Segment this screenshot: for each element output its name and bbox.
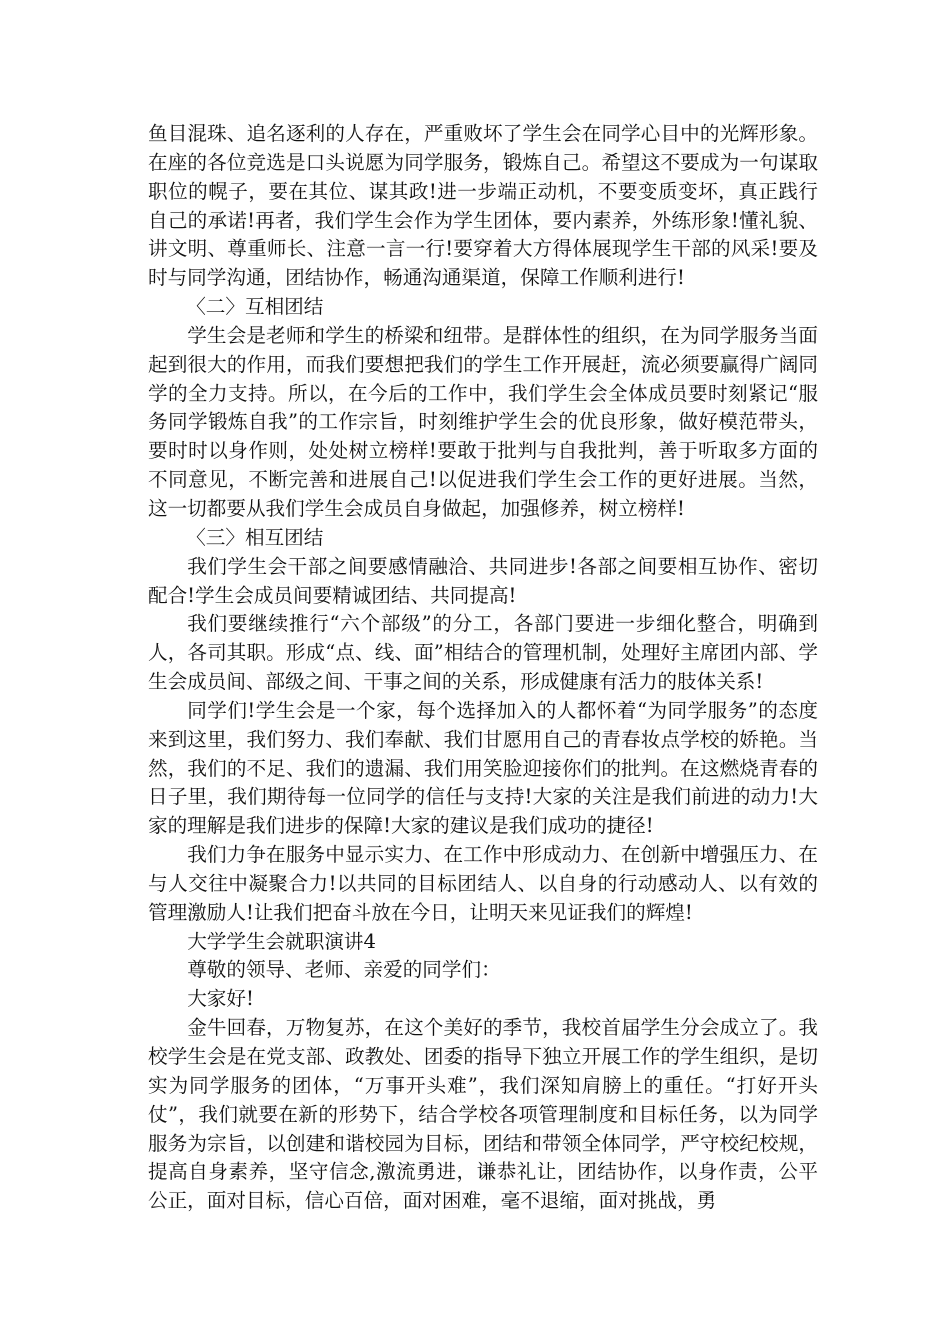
- paragraph: 我们学生会干部之间要感情融洽、共同进步!各部之间要相互协作、密切配合!学生会成员间要精诚团结、共同提高!: [148, 554, 818, 607]
- salutation: 尊敬的领导、老师、亲爱的同学们：: [187, 958, 501, 982]
- paragraph: 我们要继续推行“六个部级”的分工，各部门要进一步细化整合，明确到人，各司其职。形成“点、线、面”相结合的管理机制，处理好主席团内部、学生会成员间、部级之间、干事之间的关系，形成健康有活力的肢体关系!: [148, 612, 818, 694]
- paragraph: 鱼目混珠、追名逐利的人存在，严重败坏了学生会在同学心目中的光辉形象。在座的各位竞选是口头说愿为同学服务，锻炼自己。希望这不要成为一句谋取职位的幌子，要在其位、谋其政!进一步端正动机，不要变质变坏，真正践行自己的承诺!再者，我们学生会作为学生团体，要内素养，外练形象!懂礼貌、讲文明、尊重师长、注意一言一行!要穿着大方得体展现学生干部的风采!要及时与同学沟通，团结协作，畅通沟通渠道，保障工作顺利进行!: [148, 122, 818, 290]
- speech-title: 大学学生会就职演讲4: [187, 929, 376, 953]
- paragraph: 学生会是老师和学生的桥梁和纽带。是群体性的组织，在为同学服务当面起到很大的作用，而我们要想把我们的学生工作开展赶，流必须要赢得广阔同学的全力支持。所以，在今后的工作中，我们学生会全体成员要时刻紧记“服务同学锻炼自我”的工作宗旨，时刻维护学生会的优良形象，做好模范带头，要时时以身作则，处处树立榜样!要敢于批判与自我批判，善于听取多方面的不同意见，不断完善和进展自己!以促进我们学生会工作的更好进展。当然，这一切都要从我们学生会成员自身做起，加强修养，树立榜样!: [148, 323, 818, 520]
- paragraph: 我们力争在服务中显示实力、在工作中形成动力、在创新中增强压力、在与人交往中凝聚合力!以共同的目标团结人、以自身的行动感动人、以有效的管理激励人!让我们把奋斗放在今日，让明天来见证我们的辉煌!: [148, 843, 818, 924]
- section-heading: 〈三〉相互团结: [186, 525, 324, 549]
- section-heading: 〈二〉互相团结: [186, 295, 324, 319]
- paragraph: 同学们!学生会是一个家，每个选择加入的人都怀着“为同学服务”的态度来到这里，我们努力、我们奉献、我们甘愿用自己的青春妆点学校的娇艳。当然，我们的不足、我们的遗漏、我们用笑脸迎接你们的批判。在这燃烧青春的日子里，我们期待每一位同学的信任与支持!大家的关注是我们前进的动力!大家的理解是我们进步的保障!大家的建议是我们成功的捷径!: [148, 698, 818, 838]
- body-text: [148, 120, 818, 1216]
- paragraph: 金牛回春，万物复苏，在这个美好的季节，我校首届学生分会成立了。我校学生会是在党支部、政教处、团委的指导下独立开展工作的学生组织，是切实为同学服务的团体，“万事开头难”，我们深知肩膀上的重任。“打好开头仗”，我们就要在新的形势下，结合学校各项管理制度和目标任务，以为同学服务为宗旨，以创建和谐校园为目标，团结和带领全体同学，严守校纪校规，提高自身素养，坚守信念,激流勇进，谦恭礼让，团结协作，以身作责，公平公正，面对目标，信心百倍，面对困难，毫不退缩，面对挑战，勇: [148, 1016, 818, 1213]
- greeting: 大家好!: [187, 987, 254, 1011]
